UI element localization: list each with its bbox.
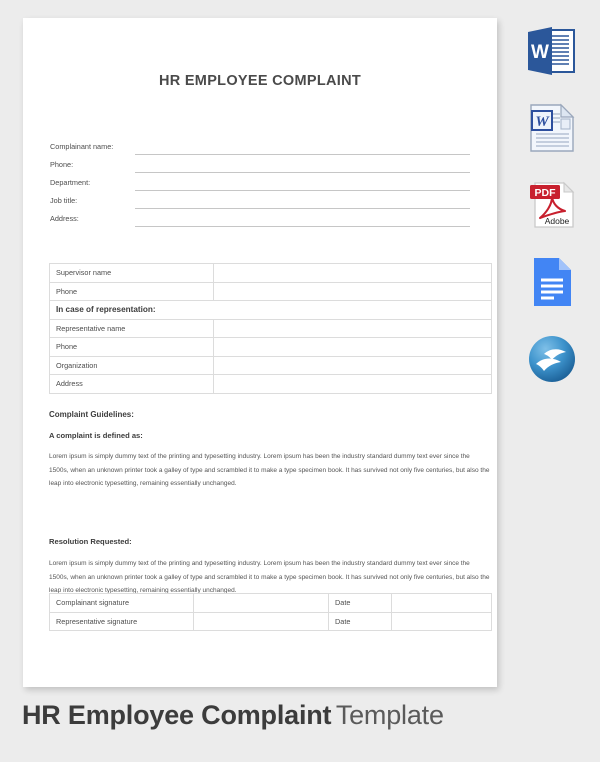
date-label: Date	[329, 594, 392, 613]
word-doc-glyph	[527, 102, 577, 154]
resolution-requested-paragraph: Lorem ipsum is simply dummy text of the printing and typesetting industry. Lorem ipsum has been the industry standard dummy text ever since the 1500s, when an unknown printer took a galley of type and scrambled it to make a type specimen book. It has survived not only five centuries, but also the leap into electronic typesetting, remaining essentially unchanged.	[49, 560, 490, 594]
svg-text:W: W	[535, 114, 549, 130]
field-input-department[interactable]	[135, 179, 470, 191]
row-value-supervisor-name[interactable]	[214, 264, 492, 283]
field-row-department	[50, 173, 470, 191]
field-label: Complainant name:	[50, 142, 114, 151]
field-input-address[interactable]	[135, 215, 470, 227]
row-value-organization[interactable]	[214, 356, 492, 375]
field-label: Department:	[50, 178, 91, 187]
field-input-phone[interactable]	[135, 161, 470, 173]
date-field-representative[interactable]	[392, 612, 492, 631]
pdf-icon[interactable]	[522, 176, 582, 234]
word-docx-glyph	[524, 25, 580, 77]
complainant-field-list	[50, 137, 470, 227]
complaint-guidelines-heading: Complaint Guidelines:	[49, 410, 134, 419]
field-input-complainant-name[interactable]	[135, 143, 470, 155]
field-row-address	[50, 209, 470, 227]
format-download-icons	[519, 22, 585, 388]
caption-strong: HR Employee Complaint	[22, 700, 332, 730]
field-label: Address:	[50, 214, 79, 223]
supervisor-representation-table	[49, 263, 492, 394]
document-page	[23, 18, 497, 687]
signature-table	[49, 593, 492, 631]
complaint-definition-heading: A complaint is defined as:	[49, 431, 143, 440]
row-value-representative-name[interactable]	[214, 319, 492, 338]
table-row	[50, 338, 492, 357]
field-label: Phone:	[50, 160, 74, 169]
field-input-job-title[interactable]	[135, 197, 470, 209]
openoffice-glyph	[527, 334, 577, 384]
table-row	[50, 319, 492, 338]
svg-text:PDF: PDF	[534, 187, 556, 199]
field-row-complainant-name	[50, 137, 470, 155]
field-row-phone	[50, 155, 470, 173]
table-row	[50, 594, 492, 613]
caption	[0, 700, 600, 731]
google-docs-glyph	[530, 256, 574, 308]
resolution-requested-heading: Resolution Requested:	[49, 537, 132, 546]
svg-text:Adobe: Adobe	[544, 216, 570, 226]
field-row-job-title	[50, 191, 470, 209]
word-docx-icon[interactable]	[522, 22, 582, 80]
caption-light: Template	[335, 700, 444, 730]
signature-row-label: Representative signature	[50, 612, 194, 631]
row-label: Phone	[50, 282, 214, 301]
table-row	[50, 264, 492, 283]
openoffice-icon[interactable]	[522, 330, 582, 388]
page-title: HR EMPLOYEE COMPLAINT	[158, 73, 362, 89]
svg-text:W: W	[531, 42, 549, 63]
signature-field-representative[interactable]	[194, 612, 329, 631]
signature-field-complainant[interactable]	[194, 594, 329, 613]
field-label: Job title:	[50, 196, 78, 205]
row-label: Representative name	[50, 319, 214, 338]
row-value-supervisor-phone[interactable]	[214, 282, 492, 301]
row-label: Supervisor name	[50, 264, 214, 283]
word-doc-icon[interactable]	[522, 99, 582, 157]
row-label: Address	[50, 375, 214, 394]
complaint-definition-paragraph: Lorem ipsum is simply dummy text of the printing and typesetting industry. Lorem ipsum has been the industry standard dummy text ever since the 1500s, when an unknown printer took a galley of type and scrambled it to make a type specimen book. It has survived not only five centuries, but also the leap into electronic typesetting, remaining essentially unchanged.	[49, 453, 490, 487]
pdf-glyph	[526, 179, 578, 231]
table-row	[50, 375, 492, 394]
row-value-address[interactable]	[214, 375, 492, 394]
table-section-header	[50, 301, 492, 320]
date-label: Date	[329, 612, 392, 631]
row-label: Organization	[50, 356, 214, 375]
signature-row-label: Complainant signature	[50, 594, 194, 613]
google-docs-icon[interactable]	[522, 253, 582, 311]
row-value-representative-phone[interactable]	[214, 338, 492, 357]
row-label: Phone	[50, 338, 214, 357]
table-row	[50, 356, 492, 375]
table-row	[50, 282, 492, 301]
date-field-complainant[interactable]	[392, 594, 492, 613]
section-label-representation: In case of representation:	[50, 301, 492, 320]
table-row	[50, 612, 492, 631]
